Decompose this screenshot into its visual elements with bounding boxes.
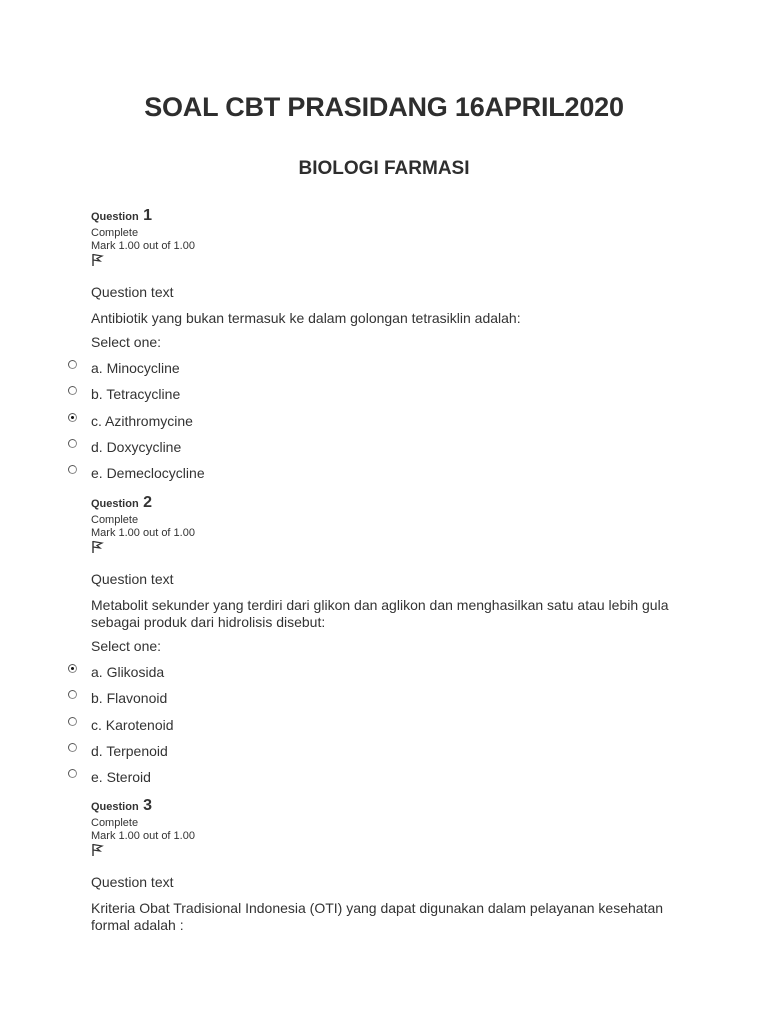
radio-button[interactable] [68, 360, 77, 369]
option-label[interactable]: d. Terpenoid [91, 743, 168, 759]
answer-option[interactable] [0, 465, 768, 485]
question-text-label: Question text [91, 874, 174, 890]
question-state: Complete [91, 227, 139, 239]
select-one-label: Select one: [91, 334, 162, 350]
question-header [91, 798, 152, 814]
radio-button[interactable] [68, 769, 77, 778]
question-state: Complete [91, 514, 139, 526]
flag-icon[interactable] [91, 843, 105, 857]
question-text: Antibiotik yang bukan termasuk ke dalam golongan tetrasiklin adalah: [91, 310, 521, 326]
radio-button[interactable] [68, 439, 77, 448]
answer-option[interactable] [0, 769, 768, 789]
question-mark: Mark 1.00 out of 1.00 [91, 527, 195, 539]
option-label[interactable]: d. Doxycycline [91, 439, 182, 455]
question-number: 2 [143, 494, 153, 511]
question-mark: Mark 1.00 out of 1.00 [91, 240, 195, 252]
radio-button[interactable] [68, 717, 77, 726]
question-label: Question [91, 801, 139, 813]
answer-option[interactable] [0, 360, 768, 380]
answer-option[interactable] [0, 386, 768, 406]
question-text-label: Question text [91, 571, 174, 587]
document-subtitle: BIOLOGI FARMASI [298, 158, 470, 179]
answer-option[interactable] [0, 743, 768, 763]
question-number: 1 [143, 207, 153, 224]
radio-button-selected[interactable] [68, 413, 77, 422]
select-one-label: Select one: [91, 638, 162, 654]
question-mark: Mark 1.00 out of 1.00 [91, 830, 195, 842]
question-state: Complete [91, 817, 139, 829]
option-label[interactable]: a. Minocycline [91, 360, 180, 376]
radio-button[interactable] [68, 465, 77, 474]
radio-button[interactable] [68, 386, 77, 395]
answer-option[interactable] [0, 439, 768, 459]
question-header [91, 208, 152, 224]
answer-option[interactable] [0, 664, 768, 684]
radio-button[interactable] [68, 743, 77, 752]
question-label: Question [91, 498, 139, 510]
question-label: Question [91, 211, 139, 223]
question-text: Metabolit sekunder yang terdiri dari glikon dan aglikon dan menghasilkan satu atau lebih gula sebagai produk dari hidrolisis disebut: [91, 597, 669, 630]
radio-button[interactable] [68, 690, 77, 699]
option-label[interactable]: e. Demeclocycline [91, 465, 205, 481]
answer-option[interactable] [0, 717, 768, 737]
option-label[interactable]: c. Karotenoid [91, 717, 174, 733]
question-number: 3 [143, 797, 153, 814]
question-header [91, 495, 152, 511]
flag-icon[interactable] [91, 253, 105, 267]
radio-button-selected[interactable] [68, 664, 77, 673]
flag-icon[interactable] [91, 540, 105, 554]
answer-option[interactable] [0, 413, 768, 433]
option-label[interactable]: e. Steroid [91, 769, 151, 785]
option-label[interactable]: b. Tetracycline [91, 386, 181, 402]
question-text-label: Question text [91, 284, 174, 300]
option-label[interactable]: b. Flavonoid [91, 690, 168, 706]
document-title: SOAL CBT PRASIDANG 16APRIL2020 [144, 92, 624, 122]
answer-option[interactable] [0, 690, 768, 710]
option-label[interactable]: a. Glikosida [91, 664, 165, 680]
option-label[interactable]: c. Azithromycine [91, 413, 193, 429]
question-text: Kriteria Obat Tradisional Indonesia (OTI) yang dapat digunakan dalam pelayanan kesehatan formal adalah : [91, 900, 664, 933]
